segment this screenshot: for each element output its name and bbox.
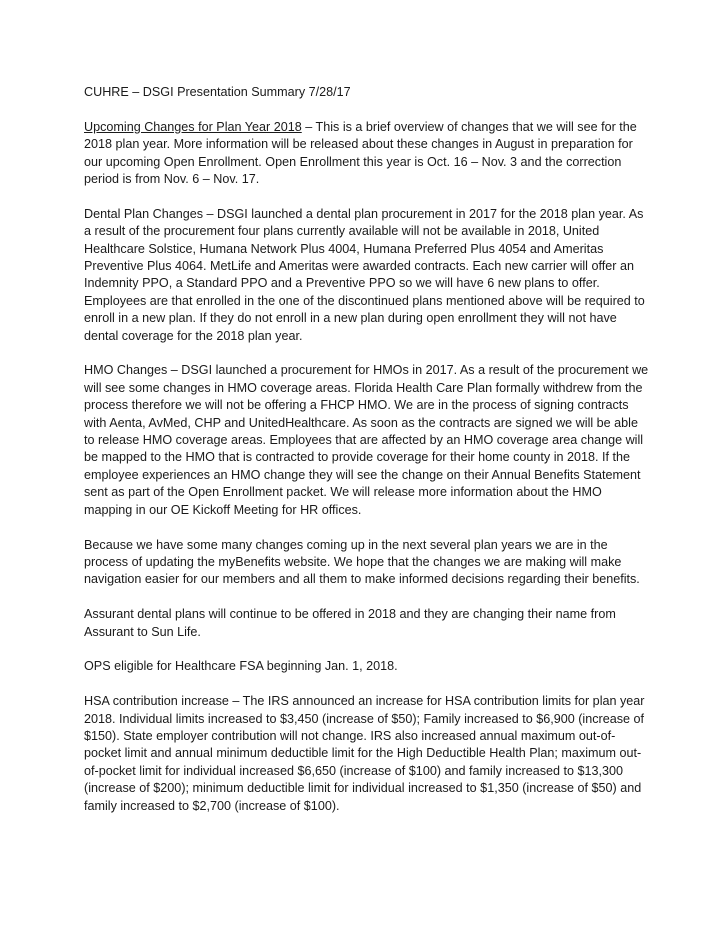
section-dental-plan-changes: Dental Plan Changes – DSGI launched a dental plan procurement in 2017 for the 2018 plan year. As a result of the procurement four plans currently available will not be available in 2018, United Healthcare Solstice, Humana Network Plus 4004, Humana Preferred Plus 4054 and Ameritas Preventive Plus 4064. MetLife and Ameritas were awarded contracts. Each new carrier will offer an Indemnity PPO, a Standard PPO and a Preventive PPO so we will have 6 new plans to offer. Employees are that enrolled in the one of the discontinued plans mentioned above will be required to enroll in a new plan. If they do not enroll in a new plan during open enrollment they will not have dental coverage for the 2018 plan year. [84,206,645,343]
section-upcoming-changes [84,119,650,189]
section-mybenefits-website: Because we have some many changes coming up in the next several plan years we are in the process of updating the myBenefits website. We hope that the changes we are making will make navigation easier for our members and all them to make informed decisions regarding their benefits. [84,537,640,587]
section-text-upcoming-changes: – This is a brief overview of changes that we will see for the 2018 plan year. More information will be released about these changes in August in preparation for our upcoming Open Enrollment. Open Enrollment this year is Oct. 16 – Nov. 3 and the correction period is from Nov. 6 – Nov. 17. [84,119,637,187]
section-heading-upcoming-changes: Upcoming Changes for Plan Year 2018 [84,119,302,134]
section-hsa-contribution: HSA contribution increase – The IRS announced an increase for HSA contribution limits for plan year 2018. Individual limits increased to $3,450 (increase of $50); Family increased to $6,900 (increase of $150). State employer contribution will not change. IRS also increased annual maximum out-of-pocket limit and annual minimum deductible limit for the High Deductible Health Plan; maximum out-of-pocket limit for individual increased $6,650 (increase of $100) and family increased to $13,300 (increase of $200); minimum deductible limit for individual increased to $1,350 (increase of $50) and family increased to $2,700 (increase of $100). [84,694,645,813]
document-title: CUHRE – DSGI Presentation Summary 7/28/17 [84,85,351,99]
section-hmo-changes: HMO Changes – DSGI launched a procurement for HMOs in 2017. As a result of the procurement we will see some changes in HMO coverage areas. Florida Health Care Plan formally withdrew from the process therefore we will not be offering a FHCP HMO. We are in the process of signing contracts with Aenta, AvMed, CHP and UnitedHealthcare. As soon as the contracts are signed we will be able to release HMO coverage areas. Employees that are affected by an HMO coverage area change will be mapped to the HMO that is contracted to provide coverage for their home county in 2018. If the employee experiences an HMO change they will see the change on their Annual Benefits Statement sent as part of the Open Enrollment packet. We will release more information about the HMO mapping in our OE Kickoff Meeting for HR offices. [84,363,649,517]
section-ops-fsa: OPS eligible for Healthcare FSA beginning Jan. 1, 2018. [84,659,398,674]
section-assurant-dental: Assurant dental plans will continue to be offered in 2018 and they are changing their name from Assurant to Sun Life. [84,607,616,639]
